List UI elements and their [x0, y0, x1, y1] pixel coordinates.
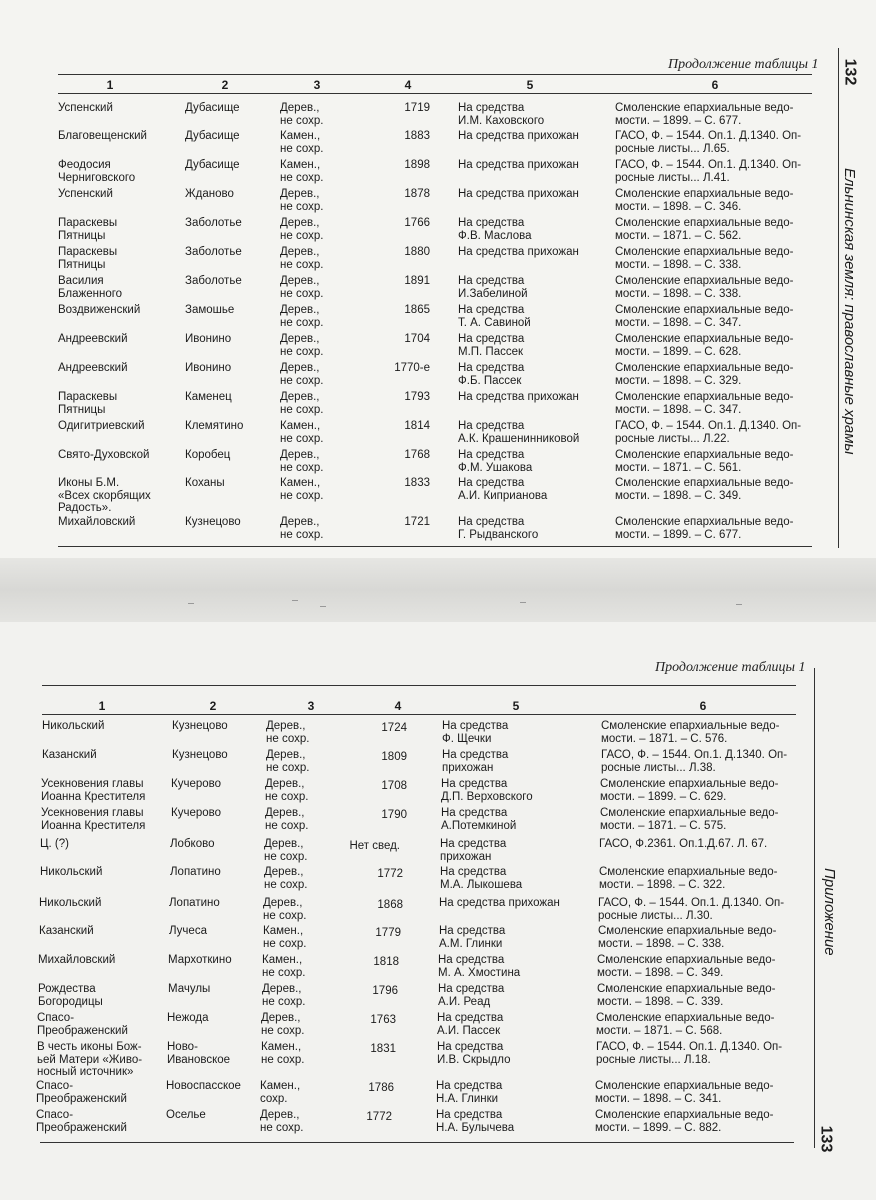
- table-cell: Коробец: [185, 449, 231, 461]
- page-edge-rule: [838, 48, 839, 548]
- table-cell: Смоленские епархиальные ведо- мости. – 1899. – С. 677.: [615, 102, 794, 127]
- column-header: 5: [512, 699, 520, 713]
- table-cell: Дерев., не сохр.: [262, 983, 306, 1008]
- table-cell: ГАСО, Ф. – 1544. Оп.1. Д.1340. Оп- росные листы... Л.41.: [615, 159, 802, 184]
- table-cell: Воздвиженский: [58, 304, 141, 316]
- header-rule: [58, 93, 812, 94]
- table-cell: На средства М.П. Пассек: [458, 333, 525, 358]
- table-cell: 1704: [404, 333, 430, 345]
- table-cell: Спасо- Преображенский: [37, 1012, 128, 1037]
- table-cell: На средства А.К. Крашенинниковой: [458, 420, 580, 445]
- table-cell: Камен., не сохр.: [280, 130, 324, 155]
- table-cell: Дерев., не сохр.: [280, 449, 324, 474]
- table-cell: Лопатино: [170, 866, 221, 878]
- table-cell: Камен., не сохр.: [262, 954, 306, 979]
- table-cell: Параскевы Пятницы: [58, 246, 118, 271]
- column-header: 1: [98, 699, 106, 713]
- table-cell: На средства М.А. Лыкошева: [440, 866, 523, 891]
- table-bottom-rule: [58, 546, 812, 547]
- table-cell: Лопатино: [169, 897, 220, 909]
- table-cell: Иконы Б.М. «Всех скорбящих Радость».: [58, 477, 151, 514]
- table-cell: Параскевы Пятницы: [58, 217, 118, 242]
- table-cell: На средства прихожан: [439, 897, 560, 909]
- page-edge-rule: [814, 668, 815, 1148]
- table-cell: Смоленские епархиальные ведо- мости. – 1898. – С. 349.: [615, 477, 794, 502]
- table-cell: Андреевский: [58, 333, 128, 345]
- table-cell: Никольский: [40, 866, 103, 878]
- table-cell: Дерев., не сохр.: [263, 897, 307, 922]
- table-cell: 1818: [373, 956, 399, 968]
- table-cell: Смоленские епархиальные ведо- мости. – 1871. – С. 568.: [596, 1012, 775, 1037]
- column-header: 6: [699, 699, 707, 713]
- table-cell: На средства М. А. Хмостина: [438, 954, 521, 979]
- table-cell: На средства Ф. Щечки: [442, 720, 509, 745]
- table-cell: 1772: [366, 1111, 392, 1123]
- table-bottom-rule: [40, 1142, 794, 1143]
- table-cell: Дерев., не сохр.: [280, 362, 324, 387]
- table-cell: 1793: [404, 391, 430, 403]
- table-cell: Дерев., не сохр.: [264, 838, 308, 863]
- table-cell: ГАСО, Ф.2361. Оп.1.Д.67. Л. 67.: [599, 838, 768, 850]
- table-cell: На средства Т. А. Савиной: [458, 304, 531, 329]
- scan-speck: [188, 603, 194, 604]
- table-top-rule: [58, 74, 812, 75]
- table-cell: Камен., не сохр.: [280, 159, 324, 184]
- table-cell: Дерев., не сохр.: [280, 246, 324, 271]
- table-cell: Дерев., не сохр.: [260, 1109, 304, 1134]
- table-cell: Камен., не сохр.: [261, 1041, 305, 1066]
- table-cell: Смоленские епархиальные ведо- мости. – 1898. – С. 322.: [599, 866, 778, 891]
- table-cell: Кучерово: [171, 807, 222, 819]
- table-cell: 1766: [404, 217, 430, 229]
- table-cell: ГАСО, Ф. – 1544. Оп.1. Д.1340. Оп- росные листы... Л.22.: [615, 420, 802, 445]
- table-cell: Камен., не сохр.: [280, 420, 324, 445]
- table-cell: Кузнецово: [185, 516, 241, 528]
- table-cell: Смоленские епархиальные ведо- мости. – 1898. – С. 349.: [597, 954, 776, 979]
- scan-speck: [320, 606, 326, 607]
- table-cell: 1814: [404, 420, 430, 432]
- table-cell: Василия Блаженного: [58, 275, 123, 300]
- table-cell: Дерев., не сохр.: [280, 333, 324, 358]
- table-cell: Казанский: [42, 749, 97, 761]
- table-cell: Дерев., не сохр.: [280, 102, 324, 127]
- table-cell: Клемятино: [185, 420, 244, 432]
- table-cell: Дерев., не сохр.: [266, 749, 310, 774]
- page-number: 133: [817, 1125, 835, 1153]
- table-cell: 1708: [381, 780, 407, 792]
- table-cell: Замошье: [185, 304, 235, 316]
- table-cell: 1878: [404, 188, 430, 200]
- table-cell: Смоленские епархиальные ведо- мости. – 1898. – С. 338.: [598, 925, 777, 950]
- table-cell: Ново- Ивановское: [167, 1041, 231, 1066]
- table-cell: Дерев., не сохр.: [261, 1012, 305, 1037]
- table-cell: Успенский: [58, 188, 113, 200]
- table-cell: 1796: [372, 985, 398, 997]
- scan-speck: [520, 602, 526, 603]
- table-cell: На средства Д.П. Верховского: [441, 778, 533, 803]
- table-cell: На средства Ф.Б. Пассек: [458, 362, 525, 387]
- table-cell: Одигитриевский: [58, 420, 145, 432]
- table-cell: Смоленские епархиальные ведо- мости. – 1898. – С. 347.: [615, 304, 794, 329]
- table-cell: Параскевы Пятницы: [58, 391, 118, 416]
- table-cell: Заболотье: [185, 217, 242, 229]
- table-cell: На средства Н.А. Глинки: [436, 1080, 503, 1105]
- table-cell: Смоленские епархиальные ведо- мости. – 1899. – С. 882.: [595, 1109, 774, 1134]
- table-cell: Усекновения главы Иоанна Крестителя: [41, 778, 146, 803]
- table-cell: Кучерово: [171, 778, 222, 790]
- table-cell: Дубасище: [185, 130, 240, 142]
- table-cell: В честь иконы Бож- ьей Матери «Живо- носный источник»: [37, 1041, 143, 1078]
- table-cell: 1772: [377, 868, 403, 880]
- table-cell: Заболотье: [185, 246, 242, 258]
- table-cell: 1831: [370, 1043, 396, 1055]
- scan-speck: [292, 600, 298, 601]
- table-cell: Дерев., не сохр.: [266, 720, 310, 745]
- table-cell: Нежода: [167, 1012, 209, 1024]
- table-cell: На средства А.М. Глинки: [439, 925, 506, 950]
- column-header: 2: [221, 78, 229, 92]
- table-cell: На средства А.И. Киприанова: [458, 477, 548, 502]
- table-cell: Михайловский: [58, 516, 136, 528]
- table-cell: 1865: [404, 304, 430, 316]
- table-cell: Дерев., не сохр.: [280, 275, 324, 300]
- table-cell: Спасо- Преображенский: [36, 1080, 127, 1105]
- table-cell: Мархоткино: [168, 954, 232, 966]
- header-rule: [42, 714, 796, 715]
- table-cell: 1724: [381, 722, 407, 734]
- table-cell: Коханы: [185, 477, 225, 489]
- table-cell: Оселье: [166, 1109, 206, 1121]
- table-cell: Смоленские епархиальные ведо- мости. – 1898. – С. 329.: [615, 362, 794, 387]
- table-cell: Дерев., не сохр.: [265, 807, 309, 832]
- table-cell: Нет свед.: [349, 840, 400, 852]
- table-cell: На средства А.И. Реад: [438, 983, 505, 1008]
- table-cell: 1790: [381, 809, 407, 821]
- table-cell: Кузнецово: [172, 720, 228, 732]
- table-cell: Каменец: [185, 391, 232, 403]
- continuation-label: Продолжение таблицы 1: [655, 660, 806, 675]
- table-cell: ГАСО, Ф. – 1544. Оп.1. Д.1340. Оп- росные листы... Л.18.: [596, 1041, 783, 1066]
- table-cell: На средства И.М. Каховского: [458, 102, 545, 127]
- table-cell: Смоленские епархиальные ведо- мости. – 1871. – С. 575.: [600, 807, 779, 832]
- table-cell: На средства прихожан: [458, 159, 579, 171]
- table-cell: Смоленские епархиальные ведо- мости. – 1898. – С. 339.: [597, 983, 776, 1008]
- table-cell: На средства прихожан: [442, 749, 509, 774]
- table-cell: Смоленские епархиальные ведо- мости. – 1898. – С. 341.: [595, 1080, 774, 1105]
- table-cell: Смоленские епархиальные ведо- мости. – 1871. – С. 562.: [615, 217, 794, 242]
- table-cell: Дубасище: [185, 102, 240, 114]
- table-cell: На средства прихожан: [440, 838, 507, 863]
- running-head: Ельнинская земля: православные храмы: [841, 168, 858, 455]
- table-cell: ГАСО, Ф. – 1544. Оп.1. Д.1340. Оп- росные листы... Л.30.: [598, 897, 785, 922]
- table-cell: На средства Ф.М. Ушакова: [458, 449, 533, 474]
- table-cell: ГАСО, Ф. – 1544. Оп.1. Д.1340. Оп- росные листы... Л.38.: [601, 749, 788, 774]
- table-cell: На средства А.Потемкиной: [441, 807, 517, 832]
- column-header: 5: [526, 78, 534, 92]
- table-cell: Усекновения главы Иоанна Крестителя: [41, 807, 146, 832]
- table-cell: Смоленские епархиальные ведо- мости. – 1899. – С. 677.: [615, 516, 794, 541]
- column-header: 2: [209, 699, 217, 713]
- table-cell: Казанский: [39, 925, 94, 937]
- table-cell: 1719: [404, 102, 430, 114]
- table-cell: Феодосия Черниговского: [58, 159, 136, 184]
- table-cell: На средства И.Забелиной: [458, 275, 528, 300]
- table-cell: Дерев., не сохр.: [280, 516, 324, 541]
- table-cell: Дерев., не сохр.: [280, 391, 324, 416]
- column-header: 3: [307, 699, 315, 713]
- table-cell: Дерев., не сохр.: [280, 304, 324, 329]
- table-cell: 1768: [404, 449, 430, 461]
- table-cell: На средства Н.А. Булычева: [436, 1109, 515, 1134]
- column-header: 6: [711, 78, 719, 92]
- table-cell: Мачулы: [168, 983, 211, 995]
- table-cell: Никольский: [39, 897, 102, 909]
- table-cell: На средства прихожан: [458, 246, 579, 258]
- table-cell: Лучеса: [169, 925, 207, 937]
- table-cell: Новоспасское: [166, 1080, 241, 1092]
- table-cell: 1779: [375, 927, 401, 939]
- table-cell: 1868: [377, 899, 403, 911]
- column-header: 1: [106, 78, 114, 92]
- table-cell: Камен., не сохр.: [263, 925, 307, 950]
- page-number: 132: [841, 58, 859, 86]
- table-cell: Ц. (?): [40, 838, 69, 850]
- table-cell: 1770-е: [394, 362, 430, 374]
- table-cell: 1786: [368, 1082, 394, 1094]
- running-head: Приложение: [821, 868, 838, 956]
- table-cell: 1809: [381, 751, 407, 763]
- table-cell: Благовещенский: [58, 130, 147, 142]
- table-cell: На средства А.И. Пассек: [437, 1012, 504, 1037]
- table-cell: На средства Г. Рыдванского: [458, 516, 539, 541]
- table-cell: На средства И.В. Скрыдло: [437, 1041, 511, 1066]
- table-cell: Дерев., не сохр.: [264, 866, 308, 891]
- table-cell: Дерев., не сохр.: [280, 188, 324, 213]
- table-cell: Андреевский: [58, 362, 128, 374]
- table-cell: Смоленские епархиальные ведо- мости. – 1898. – С. 338.: [615, 275, 794, 300]
- table-cell: Свято-Духовской: [58, 449, 150, 461]
- column-header: 4: [394, 699, 402, 713]
- column-header: 3: [313, 78, 321, 92]
- table-cell: 1898: [404, 159, 430, 171]
- table-cell: 1891: [404, 275, 430, 287]
- table-cell: 1833: [404, 477, 430, 489]
- table-cell: Дерев., не сохр.: [265, 778, 309, 803]
- table-cell: Дубасище: [185, 159, 240, 171]
- table-cell: Смоленские епархиальные ведо- мости. – 1898. – С. 347.: [615, 391, 794, 416]
- table-cell: 1721: [404, 516, 430, 528]
- table-cell: На средства Ф.В. Маслова: [458, 217, 532, 242]
- table-cell: Успенский: [58, 102, 113, 114]
- table-cell: На средства прихожан: [458, 130, 579, 142]
- table-cell: Смоленские епархиальные ведо- мости. – 1898. – С. 338.: [615, 246, 794, 271]
- table-cell: Заболотье: [185, 275, 242, 287]
- scan-speck: [736, 604, 742, 605]
- table-cell: Лобково: [170, 838, 215, 850]
- column-header: 4: [404, 78, 412, 92]
- page-gap: [0, 558, 876, 622]
- table-cell: Ивонино: [185, 362, 232, 374]
- table-cell: 1763: [370, 1014, 396, 1026]
- table-cell: 1883: [404, 130, 430, 142]
- table-cell: Спасо- Преображенский: [36, 1109, 127, 1134]
- table-cell: Смоленские епархиальные ведо- мости. – 1899. – С. 628.: [615, 333, 794, 358]
- table-cell: Смоленские епархиальные ведо- мости. – 1871. – С. 576.: [601, 720, 780, 745]
- table-top-rule: [42, 685, 796, 686]
- table-cell: 1880: [404, 246, 430, 258]
- table-cell: Никольский: [42, 720, 105, 732]
- table-cell: Рождества Богородицы: [38, 983, 103, 1008]
- table-cell: Смоленские епархиальные ведо- мости. – 1898. – С. 346.: [615, 188, 794, 213]
- table-cell: Смоленские епархиальные ведо- мости. – 1871. – С. 561.: [615, 449, 794, 474]
- table-cell: Михайловский: [38, 954, 116, 966]
- table-cell: На средства прихожан: [458, 391, 579, 403]
- table-cell: Камен., не сохр.: [280, 477, 324, 502]
- table-cell: Дерев., не сохр.: [280, 217, 324, 242]
- table-cell: ГАСО, Ф. – 1544. Оп.1. Д.1340. Оп- росные листы... Л.65.: [615, 130, 802, 155]
- table-cell: Камен., сохр.: [260, 1080, 301, 1105]
- table-cell: Ивонино: [185, 333, 232, 345]
- table-cell: Кузнецово: [172, 749, 228, 761]
- table-cell: На средства прихожан: [458, 188, 579, 200]
- continuation-label: Продолжение таблицы 1: [668, 57, 819, 72]
- table-cell: Смоленские епархиальные ведо- мости. – 1899. – С. 629.: [600, 778, 779, 803]
- table-cell: Жданово: [185, 188, 234, 200]
